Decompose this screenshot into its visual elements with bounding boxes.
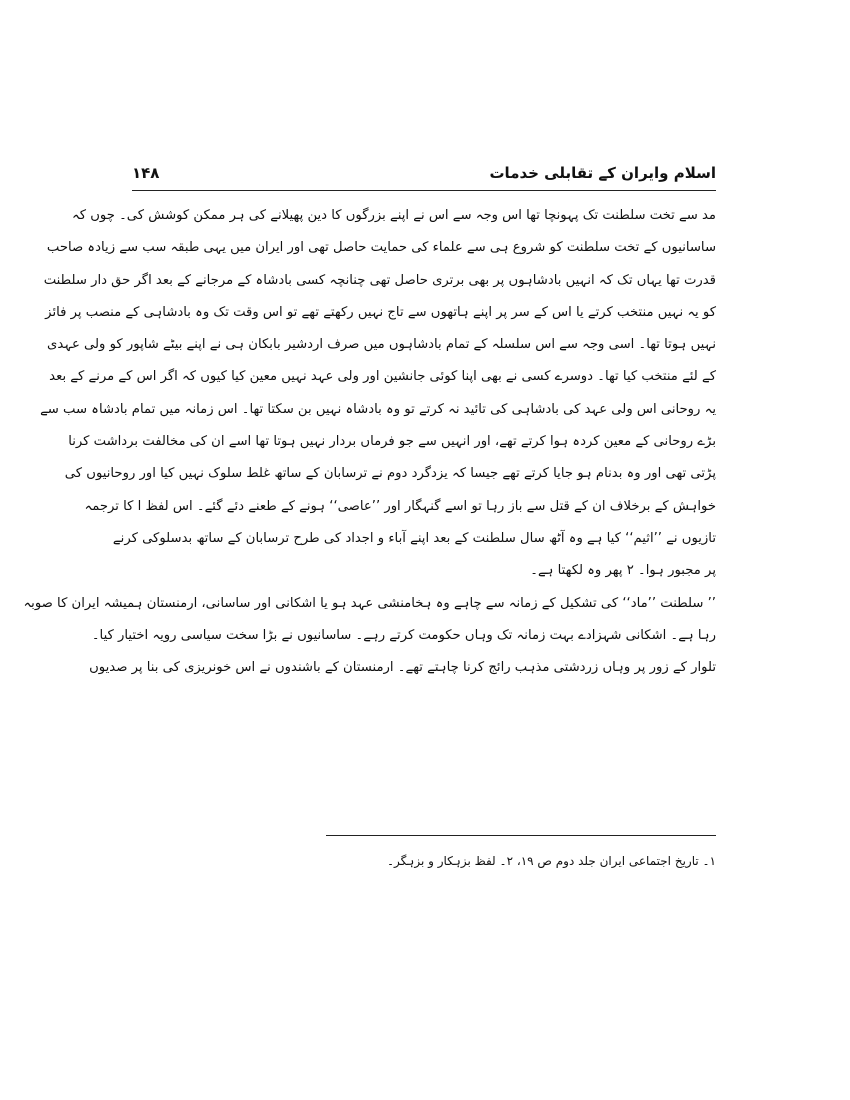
body-line: کو یہ نہیں منتخب کرتے یا اس کے سر پر اپنے ہاتھوں سے تاج نہیں رکھتے تھے تو اس وقت تک وہ بادشاہی کے منصب پر فائز <box>45 304 716 320</box>
body-line: رہا ہے۔ اشکانی شہزادے بہت زمانہ تک وہاں حکومت کرتے رہے۔ ساسانیوں نے بڑا سخت سیاسی رویہ اختیار کیا۔ <box>91 627 716 643</box>
footnotes: ۱۔ تاریخ اجتماعی ایران جلد دوم ص ۱۹، ۲۔ لفظ بزہکار و بزہگر۔ <box>387 854 716 868</box>
body-line: یہ روحانی اس ولی عہد کی بادشاہی کی تائید نہ کرتے تو وہ بادشاہ نہیں بن سکتا تھا۔ اس زمانہ میں تمام بادشاہ سب سے <box>40 401 716 417</box>
page-number: ۱۴۸ <box>132 164 160 182</box>
body-text <box>23 200 716 684</box>
body-line: بڑے روحانی کے معین کردہ ہوا کرتے تھے، اور انہیں سے جو فرماں بردار نہیں ہوتا تھا اسے ان کی مخالفت برداشت کرنا <box>68 434 716 450</box>
body-line: تازیوں نے ’’اثیم‘‘ کیا ہے وہ آٹھ سال سلطنت کے بعد اپنے آباء و اجداد کی طرح ترسابان کے ساتھ بدسلوکی کرنے <box>112 530 716 546</box>
body-line: پر مجبور ہوا۔ ۲ پھر وہ لکھتا ہے۔ <box>530 563 716 579</box>
body-line: ساسانیوں کے تخت سلطنت کو شروع ہی سے علماء کی حمایت حاصل تھی اور ایران میں یہی طبقہ سب سے زیادہ صاحب <box>46 240 716 256</box>
running-header-title: اسلام وایران کے تقابلی خدمات <box>489 164 716 182</box>
running-header <box>132 160 716 190</box>
footnote-rule <box>326 835 716 836</box>
header-rule <box>132 190 716 191</box>
body-line: مد سے تخت سلطنت تک پہونچا تھا اس وجہ سے اس نے اپنے بزرگوں کا دین پھیلانے کی ہر ممکن کوشش کی۔ چوں کہ <box>72 208 716 223</box>
body-line: ’’ سلطنت ’’ماد‘‘ کی تشکیل کے زمانہ سے چاہے وہ ہخامنشی عہد ہو یا اشکانی اور ساسانی، ارمنستان ہمیشہ ایران کا صوبہ <box>23 595 716 611</box>
body-line: کے لئے منتخب کیا تھا۔ دوسرے کسی نے بھی اپنا کوئی جانشین اور ولی عہد نہیں معین کیا کیوں کہ اگر اس کے مرنے کے بعد <box>49 369 716 385</box>
body-line: نہیں ہوتا تھا۔ اسی وجہ سے اس سلسلہ کے تمام بادشاہوں میں صرف اردشیر بابکان ہی نے اپنے بیٹے شاپور کو ولی عہدی <box>47 337 716 353</box>
body-line: پڑتی تھی اور وہ بدنام ہو جایا کرتے تھے جیسا کہ یزدگرد دوم نے ترسابان کے ساتھ غلط سلوک نہیں کیا اور روحانیوں کی <box>64 466 716 482</box>
body-line: تلوار کے زور پر وہاں زردشتی مذہب رائج کرنا چاہتے تھے۔ ارمنستان کے باشندوں نے اس خونریزی کی بنا پر صدیوں <box>89 660 716 676</box>
body-line: خواہش کے برخلاف ان کے قتل سے باز رہا تو اسے گنہگار اور ’’عاصی‘‘ ہونے کے طعنے دئے گئے۔ اس لفظ ا کا ترجمہ <box>84 498 716 514</box>
body-line: قدرت تھا یہاں تک کہ انہیں بادشاہوں پر بھی برتری حاصل تھی چنانچہ کسی بادشاہ کے مرجانے کے بعد اگر حق دار سلطنت <box>43 272 716 288</box>
